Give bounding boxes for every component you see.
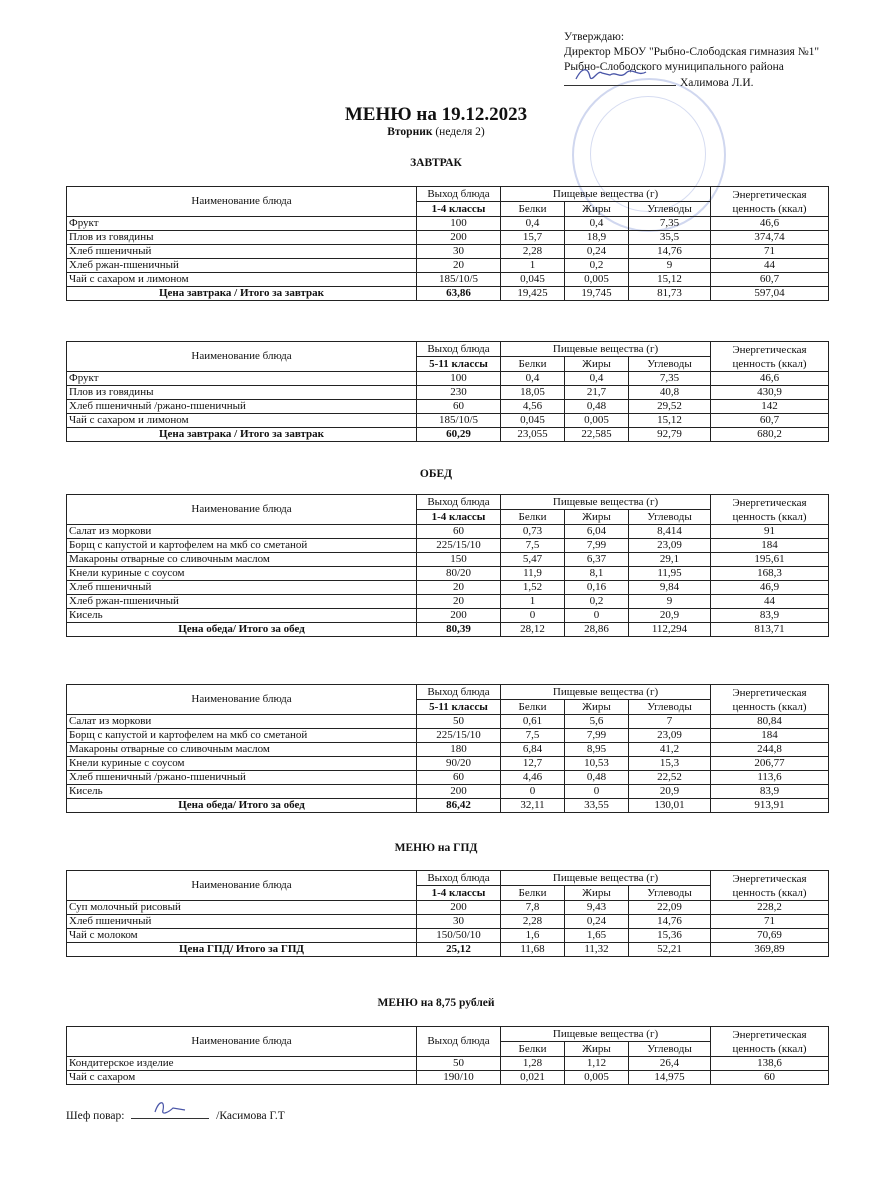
total-energy: 813,71 [711,623,829,637]
cell-energy: 46,6 [711,372,829,386]
approve-line-1: Утверждаю: [564,31,625,43]
cell-carbs: 22,52 [629,771,711,785]
cell-fats: 0,4 [565,217,629,231]
cell-fats: 0 [565,609,629,623]
total-row [67,623,829,637]
cell-energy: 195,61 [711,553,829,567]
fats-header: Жиры [565,357,629,372]
output-header: Выход блюда [417,342,501,357]
cell-output: 90/20 [417,757,501,771]
cell-output: 30 [417,915,501,929]
cell-fats: 0,4 [565,372,629,386]
table-row [67,743,829,757]
cell-proteins: 0,045 [501,414,565,428]
cell-dish-name: Хлеб пшеничный /ржано-пшеничный [67,771,417,785]
cell-output: 200 [417,901,501,915]
table-row [67,525,829,539]
cell-output: 60 [417,400,501,414]
cell-carbs: 15,3 [629,757,711,771]
cell-dish-name: Суп молочный рисовый [67,901,417,915]
proteins-header: Белки [501,700,565,715]
cell-energy: 70,69 [711,929,829,943]
table-row [67,929,829,943]
cell-dish-name: Плов из говядины [67,231,417,245]
cell-carbs: 7,35 [629,217,711,231]
cell-fats: 21,7 [565,386,629,400]
cell-output: 200 [417,231,501,245]
cell-output: 200 [417,609,501,623]
total-dish-name: Цена завтрака / Итого за завтрак [67,428,417,442]
cell-energy: 71 [711,245,829,259]
table-row [67,1057,829,1071]
cell-output: 230 [417,386,501,400]
total-output: 60,29 [417,428,501,442]
cell-output: 60 [417,525,501,539]
cell-dish-name: Хлеб пшеничный [67,245,417,259]
cell-proteins: 7,5 [501,729,565,743]
nutrients-header: Пищевые вещества (г) [501,685,711,700]
cell-energy: 71 [711,915,829,929]
nutrients-header: Пищевые вещества (г) [501,1027,711,1042]
cell-fats: 5,6 [565,715,629,729]
cell-carbs: 40,8 [629,386,711,400]
carbs-header: Углеводы [629,700,711,715]
cell-output: 150/50/10 [417,929,501,943]
cell-carbs: 22,09 [629,901,711,915]
cell-energy: 60,7 [711,273,829,287]
cell-carbs: 29,52 [629,400,711,414]
cell-proteins: 2,28 [501,915,565,929]
cell-proteins: 12,7 [501,757,565,771]
total-energy: 597,04 [711,287,829,301]
cell-carbs: 20,9 [629,609,711,623]
total-row [67,799,829,813]
cell-dish-name: Чай с сахаром и лимоном [67,414,417,428]
cell-fats: 9,43 [565,901,629,915]
cell-energy: 184 [711,729,829,743]
total-dish-name: Цена ГПД/ Итого за ГПД [67,943,417,957]
breakfast-5-11-table [66,341,829,442]
table-row [67,217,829,231]
cell-dish-name: Макароны отварные со сливочным маслом [67,743,417,757]
approval-block [564,30,819,91]
cell-fats: 8,1 [565,567,629,581]
cell-output: 80/20 [417,567,501,581]
cell-fats: 0,2 [565,595,629,609]
name-header: Наименование блюда [67,1027,417,1057]
cell-dish-name: Чай с сахаром [67,1071,417,1085]
cell-fats: 6,37 [565,553,629,567]
table-row [67,595,829,609]
cell-output: 190/10 [417,1071,501,1085]
cell-energy: 374,74 [711,231,829,245]
director-signature [564,75,676,86]
cell-dish-name: Салат из моркови [67,715,417,729]
grade-header: 5-11 классы [417,700,501,715]
cell-output: 60 [417,771,501,785]
cell-energy: 168,3 [711,567,829,581]
cell-energy: 138,6 [711,1057,829,1071]
table-row [67,273,829,287]
cell-dish-name: Чай с молоком [67,929,417,943]
energy-header: Энергетическая ценность (ккал) [711,495,829,525]
cell-carbs: 14,975 [629,1071,711,1085]
energy-header: Энергетическая ценность (ккал) [711,685,829,715]
cell-fats: 0,24 [565,245,629,259]
total-energy: 680,2 [711,428,829,442]
total-fats: 33,55 [565,799,629,813]
gpd-table [66,870,829,957]
table-row [67,414,829,428]
name-header: Наименование блюда [67,187,417,217]
cell-carbs: 23,09 [629,729,711,743]
cell-dish-name: Салат из моркови [67,525,417,539]
total-row [67,428,829,442]
grade-header: 5-11 классы [417,357,501,372]
cell-proteins: 0,4 [501,372,565,386]
cell-output: 50 [417,715,501,729]
fats-header: Жиры [565,510,629,525]
total-proteins: 32,11 [501,799,565,813]
carbs-header: Углеводы [629,357,711,372]
energy-header: Энергетическая ценность (ккал) [711,871,829,901]
name-header: Наименование блюда [67,871,417,901]
nutrients-header: Пищевые вещества (г) [501,871,711,886]
table-row [67,372,829,386]
cell-carbs: 15,36 [629,929,711,943]
cell-dish-name: Макароны отварные со сливочным маслом [67,553,417,567]
cell-output: 20 [417,595,501,609]
name-header: Наименование блюда [67,495,417,525]
table-row [67,581,829,595]
table-row [67,771,829,785]
cell-carbs: 20,9 [629,785,711,799]
proteins-header: Белки [501,202,565,217]
cell-output: 100 [417,217,501,231]
cell-energy: 80,84 [711,715,829,729]
total-fats: 11,32 [565,943,629,957]
total-proteins: 28,12 [501,623,565,637]
cell-fats: 0,005 [565,273,629,287]
cell-fats: 8,95 [565,743,629,757]
total-proteins: 11,68 [501,943,565,957]
cell-carbs: 14,76 [629,915,711,929]
total-output: 86,42 [417,799,501,813]
cell-carbs: 15,12 [629,273,711,287]
fats-header: Жиры [565,202,629,217]
carbs-header: Углеводы [629,1042,711,1057]
cell-output: 150 [417,553,501,567]
carbs-header: Углеводы [629,510,711,525]
total-row [67,943,829,957]
cell-energy: 83,9 [711,609,829,623]
cell-output: 200 [417,785,501,799]
cell-dish-name: Борщ с капустой и картофелем на мкб со сметаной [67,539,417,553]
cell-proteins: 0 [501,785,565,799]
chef-name: /Касимова Г.Т [216,1110,285,1122]
cell-proteins: 0,61 [501,715,565,729]
cell-output: 225/15/10 [417,539,501,553]
cell-dish-name: Хлеб ржан-пшеничный [67,259,417,273]
cell-dish-name: Хлеб пшеничный [67,581,417,595]
cell-proteins: 0 [501,609,565,623]
cell-output: 225/15/10 [417,729,501,743]
carbs-header: Углеводы [629,202,711,217]
cell-dish-name: Кисель [67,785,417,799]
cell-energy: 430,9 [711,386,829,400]
nutrients-header: Пищевые вещества (г) [501,495,711,510]
grade-header: 1-4 классы [417,886,501,901]
cell-energy: 228,2 [711,901,829,915]
table-row [67,915,829,929]
cell-output: 50 [417,1057,501,1071]
total-fats: 22,585 [565,428,629,442]
total-output: 25,12 [417,943,501,957]
page-title: МЕНЮ на 19.12.2023 [344,104,528,125]
fats-header: Жиры [565,700,629,715]
fats-header: Жиры [565,1042,629,1057]
cell-proteins: 2,28 [501,245,565,259]
cell-proteins: 15,7 [501,231,565,245]
grade-header: 1-4 классы [417,510,501,525]
proteins-header: Белки [501,357,565,372]
total-energy: 369,89 [711,943,829,957]
proteins-header: Белки [501,510,565,525]
cell-proteins: 1 [501,259,565,273]
table-row [67,400,829,414]
total-carbs: 52,21 [629,943,711,957]
cell-fats: 10,53 [565,757,629,771]
cell-proteins: 5,47 [501,553,565,567]
cell-fats: 0,16 [565,581,629,595]
cell-dish-name: Чай с сахаром и лимоном [67,273,417,287]
cell-output: 20 [417,581,501,595]
cell-carbs: 9 [629,259,711,273]
output-header: Выход блюда [417,1027,501,1057]
total-carbs: 112,294 [629,623,711,637]
proteins-header: Белки [501,886,565,901]
table-row [67,553,829,567]
cell-fats: 18,9 [565,231,629,245]
cell-carbs: 23,09 [629,539,711,553]
total-proteins: 23,055 [501,428,565,442]
cell-proteins: 1,28 [501,1057,565,1071]
cell-energy: 113,6 [711,771,829,785]
output-header: Выход блюда [417,685,501,700]
weekday: Вторник [387,126,433,138]
cell-energy: 60 [711,1071,829,1085]
cell-proteins: 1,6 [501,929,565,943]
chef-signature [131,1108,209,1119]
energy-header: Энергетическая ценность (ккал) [711,1027,829,1057]
lunch-5-11-table [66,684,829,813]
nutrients-header: Пищевые вещества (г) [501,342,711,357]
name-header: Наименование блюда [67,685,417,715]
total-proteins: 19,425 [501,287,565,301]
cell-carbs: 9,84 [629,581,711,595]
cell-proteins: 7,5 [501,539,565,553]
total-dish-name: Цена обеда/ Итого за обед [67,623,417,637]
total-energy: 913,91 [711,799,829,813]
section-gpd: МЕНЮ на ГПД [394,842,478,854]
section-breakfast: ЗАВТРАК [410,157,462,169]
cell-fats: 0 [565,785,629,799]
total-carbs: 130,01 [629,799,711,813]
cell-output: 20 [417,259,501,273]
total-output: 80,39 [417,623,501,637]
cell-fats: 0,48 [565,400,629,414]
cell-dish-name: Кнели куриные с соусом [67,757,417,771]
cell-carbs: 7 [629,715,711,729]
nutrients-header: Пищевые вещества (г) [501,187,711,202]
table-row [67,567,829,581]
cell-fats: 1,65 [565,929,629,943]
cell-energy: 91 [711,525,829,539]
cell-proteins: 7,8 [501,901,565,915]
cell-carbs: 9 [629,595,711,609]
table-row [67,609,829,623]
cell-carbs: 41,2 [629,743,711,757]
name-header: Наименование блюда [67,342,417,372]
total-output: 63,86 [417,287,501,301]
table-row [67,785,829,799]
page-subtitle [0,126,872,138]
cell-output: 30 [417,245,501,259]
table-row [67,715,829,729]
cell-dish-name: Фрукт [67,372,417,386]
cell-fats: 6,04 [565,525,629,539]
total-fats: 28,86 [565,623,629,637]
cell-energy: 244,8 [711,743,829,757]
cell-fats: 1,12 [565,1057,629,1071]
cell-fats: 0,005 [565,414,629,428]
total-row [67,287,829,301]
cell-energy: 206,77 [711,757,829,771]
cell-energy: 44 [711,259,829,273]
proteins-header: Белки [501,1042,565,1057]
table-row [67,729,829,743]
output-header: Выход блюда [417,495,501,510]
fats-header: Жиры [565,886,629,901]
cell-energy: 46,6 [711,217,829,231]
director-name: Халимова Л.И. [680,77,754,89]
cell-dish-name: Фрукт [67,217,417,231]
cell-dish-name: Хлеб пшеничный [67,915,417,929]
table-row [67,1071,829,1085]
table-row [67,901,829,915]
cell-proteins: 0,045 [501,273,565,287]
cell-proteins: 4,56 [501,400,565,414]
cell-proteins: 1,52 [501,581,565,595]
cell-carbs: 11,95 [629,567,711,581]
total-dish-name: Цена завтрака / Итого за завтрак [67,287,417,301]
cell-energy: 142 [711,400,829,414]
section-lunch: ОБЕД [419,468,453,480]
cell-dish-name: Борщ с капустой и картофелем на мкб со сметаной [67,729,417,743]
approve-line-3: Рыбно-Слободского муниципального района [564,61,784,73]
cell-proteins: 1 [501,595,565,609]
output-header: Выход блюда [417,187,501,202]
energy-header: Энергетическая ценность (ккал) [711,187,829,217]
cell-dish-name: Кнели куриные с соусом [67,567,417,581]
cell-energy: 46,9 [711,581,829,595]
total-carbs: 92,79 [629,428,711,442]
section-menu-875: МЕНЮ на 8,75 рублей [377,997,495,1009]
cell-dish-name: Плов из говядины [67,386,417,400]
cell-energy: 60,7 [711,414,829,428]
cell-proteins: 0,4 [501,217,565,231]
cell-fats: 7,99 [565,539,629,553]
cell-output: 185/10/5 [417,414,501,428]
cell-dish-name: Хлеб ржан-пшеничный [67,595,417,609]
cell-carbs: 15,12 [629,414,711,428]
table-row [67,231,829,245]
total-carbs: 81,73 [629,287,711,301]
cell-energy: 184 [711,539,829,553]
cell-output: 180 [417,743,501,757]
cell-carbs: 8,414 [629,525,711,539]
menu-875-table [66,1026,829,1085]
table-row [67,757,829,771]
cell-energy: 83,9 [711,785,829,799]
approve-signature-row [564,75,819,91]
cell-fats: 0,24 [565,915,629,929]
cell-fats: 7,99 [565,729,629,743]
output-header: Выход блюда [417,871,501,886]
chef-label: Шеф повар: [66,1110,125,1122]
cell-output: 100 [417,372,501,386]
grade-header: 1-4 классы [417,202,501,217]
cell-carbs: 7,35 [629,372,711,386]
week-number: (неделя 2) [432,126,485,138]
total-dish-name: Цена обеда/ Итого за обед [67,799,417,813]
cell-proteins: 0,021 [501,1071,565,1085]
cell-fats: 0,2 [565,259,629,273]
cell-dish-name: Кисель [67,609,417,623]
breakfast-1-4-table [66,186,829,301]
cell-proteins: 4,46 [501,771,565,785]
lunch-1-4-table [66,494,829,637]
cell-energy: 44 [711,595,829,609]
table-row [67,245,829,259]
cell-proteins: 11,9 [501,567,565,581]
cell-dish-name: Кондитерское изделие [67,1057,417,1071]
table-row [67,386,829,400]
energy-header: Энергетическая ценность (ккал) [711,342,829,372]
cell-proteins: 0,73 [501,525,565,539]
cell-output: 185/10/5 [417,273,501,287]
cell-fats: 0,48 [565,771,629,785]
cell-dish-name: Хлеб пшеничный /ржано-пшеничный [67,400,417,414]
cell-fats: 0,005 [565,1071,629,1085]
table-row [67,539,829,553]
total-fats: 19,745 [565,287,629,301]
chef-signature-row [66,1108,285,1122]
cell-proteins: 6,84 [501,743,565,757]
cell-carbs: 14,76 [629,245,711,259]
approve-line-2: Директор МБОУ "Рыбно-Слободская гимназия №1" [564,46,820,58]
carbs-header: Углеводы [629,886,711,901]
cell-carbs: 26,4 [629,1057,711,1071]
cell-proteins: 18,05 [501,386,565,400]
cell-carbs: 35,5 [629,231,711,245]
table-row [67,259,829,273]
cell-carbs: 29,1 [629,553,711,567]
